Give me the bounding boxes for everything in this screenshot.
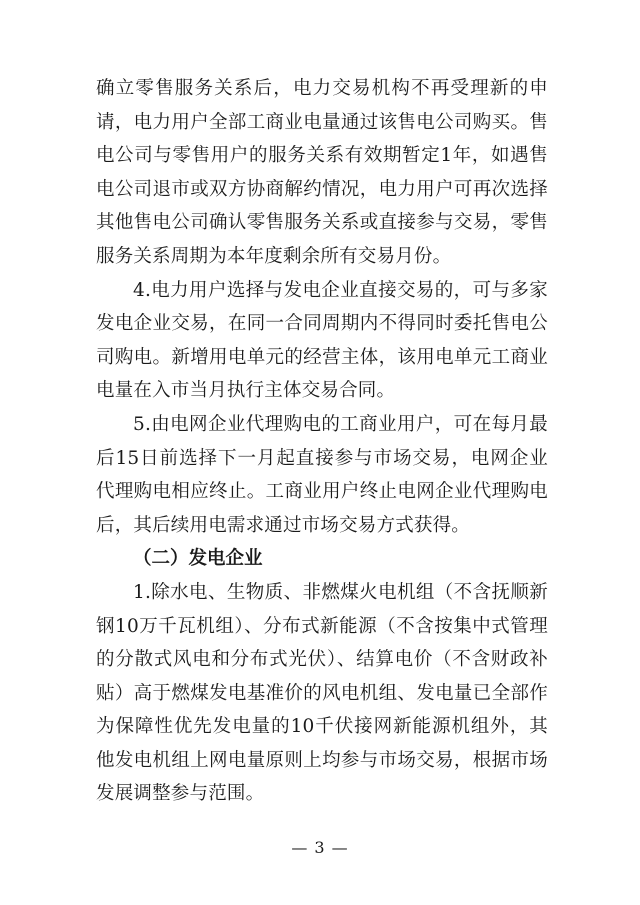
paragraph-retail-service: 确立零售服务关系后，电力交易机构不再受理新的申请，电力用户全部工商业电量通过该售电公司购买。售电公司与零售用户的服务关系有效期暂定1年，如遇售电公司退市或双方协商解约情况，电力用户可再次选择其他售电公司确认零售服务关系或直接参与交易，零售服务关系周期为本年度剩余所有交易月份。 [96,78,548,267]
document-body [96,72,548,811]
paragraph-item-4: 4.电力用户选择与发电企业直接交易的，可与多家发电企业交易，在同一合同周期内不得同时委托售电公司购电。新增用电单元的经营主体，该用电单元工商业电量在入市当月执行主体交易合同。 [96,279,548,402]
section-heading-power-generation: （二）发电企业 [133,548,263,570]
paragraph-item-5: 5.由电网企业代理购电的工商业用户，可在每月最后15日前选择下一月起直接参与市场交易，电网企业代理购电相应终止。工商业用户终止电网企业代理购电后，其后续用电需求通过市场交易方式获得。 [96,413,548,536]
paragraph-generation-item-1: 1.除水电、生物质、非燃煤火电机组（不含抚顺新钢10万千瓦机组）、分布式新能源（不含按集中式管理的分散式风电和分布式光伏）、结算电价（不含财政补贴）高于燃煤发电基准价的风电机组、发电量已全部作为保障性优先发电量的10千伏接网新能源机组外，其他发电机组上网电量原则上均参与市场交易，根据市场发展调整参与范围。 [96,581,548,805]
page-number: — 3 — [291,838,349,857]
